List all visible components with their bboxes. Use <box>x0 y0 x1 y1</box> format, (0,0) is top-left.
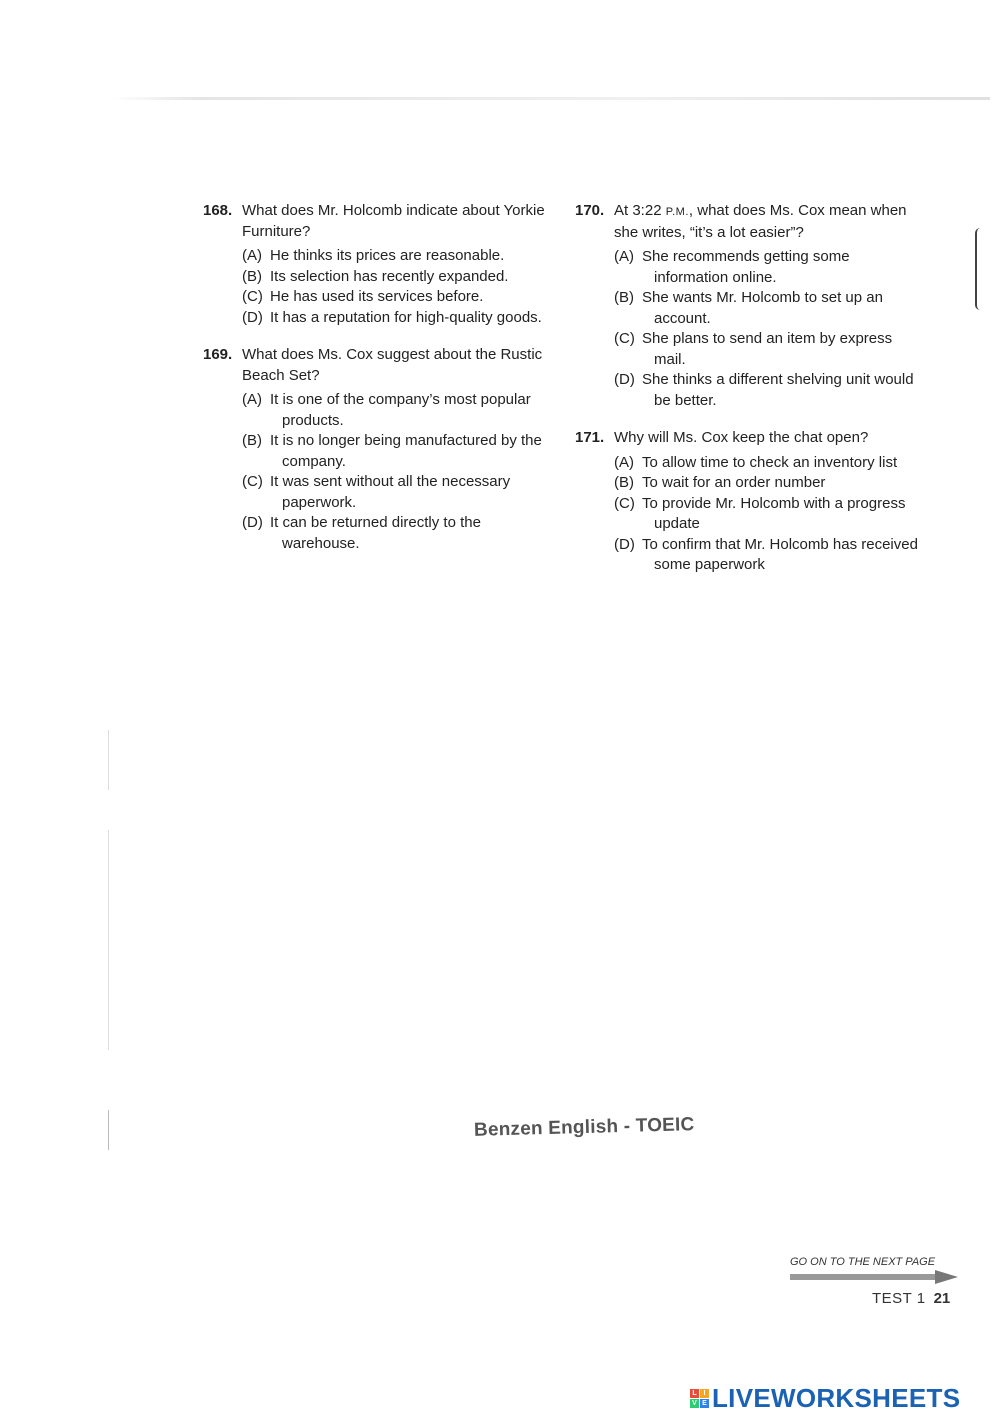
scan-artifact-line <box>110 97 990 100</box>
option-b[interactable] <box>242 267 553 288</box>
question-number: 170. <box>575 202 605 219</box>
option-text: It was sent without all the necessary paperwork. <box>270 473 511 511</box>
scan-artifact-vertical <box>108 1110 109 1150</box>
logo-letter: E <box>700 1399 709 1408</box>
question-stem <box>614 201 925 243</box>
option-b[interactable] <box>614 473 925 494</box>
option-text: He has used its services before. <box>270 288 484 305</box>
question-stem: Why will Ms. Cox keep the chat open? <box>614 429 869 446</box>
question-stem: What does Ms. Cox suggest about the Rustic Beach Set? <box>242 346 543 384</box>
option-letter: (D) <box>242 308 263 326</box>
next-page-label: GO ON TO THE NEXT PAGE <box>790 1256 936 1268</box>
question-number: 168. <box>203 202 233 219</box>
question-168 <box>203 201 553 328</box>
page-number: 21 <box>933 1290 951 1307</box>
option-letter: (C) <box>242 473 263 490</box>
option-text: She thinks a different shelving unit would be better. <box>642 371 914 409</box>
option-text: It has a reputation for high-quality goods. <box>270 308 542 326</box>
option-letter: (C) <box>614 494 635 512</box>
question-number: 169. <box>203 346 233 363</box>
option-text: To confirm that Mr. Holcomb has received some paperwork <box>642 535 918 573</box>
option-text: It can be returned directly to the warehouse. <box>270 514 481 552</box>
option-a[interactable] <box>614 247 925 288</box>
option-letter: (A) <box>614 248 634 265</box>
option-text: She plans to send an item by express mail. <box>642 330 893 368</box>
option-text: He thinks its prices are reasonable. <box>270 247 505 264</box>
left-column <box>203 201 553 571</box>
logo-letter: V <box>690 1399 699 1408</box>
stem-part: , what does Ms. Cox mean when she writes, “it’s a lot easier”? <box>614 202 907 241</box>
option-letter: (D) <box>614 371 635 388</box>
scan-artifact-vertical <box>108 730 109 790</box>
liveworksheets-brand[interactable] <box>690 1383 960 1414</box>
answer-options <box>614 247 925 411</box>
arrow-right-icon <box>790 1270 960 1284</box>
option-text: She wants Mr. Holcomb to set up an account. <box>642 289 883 327</box>
option-letter: (B) <box>614 289 634 306</box>
option-text: It is one of the company’s most popular products. <box>270 391 531 429</box>
question-169 <box>203 345 553 554</box>
option-letter: (B) <box>614 474 634 491</box>
option-text: It is no longer being manufactured by the company. <box>270 432 542 470</box>
option-b[interactable] <box>614 288 925 329</box>
question-170 <box>575 201 925 411</box>
option-c[interactable] <box>242 472 553 513</box>
option-text: To allow time to check an inventory list <box>642 453 898 471</box>
scan-artifact-vertical <box>108 830 109 1050</box>
brand-name: LIVEWORKSHEETS <box>712 1383 961 1413</box>
test-label: TEST 1 <box>872 1290 926 1307</box>
question-number: 171. <box>575 429 605 446</box>
question-171 <box>575 428 925 576</box>
option-text: To wait for an order number <box>642 474 826 491</box>
option-letter: (A) <box>242 247 262 264</box>
watermark-stamp: Benzen English - TOEIC <box>473 1114 695 1141</box>
time-suffix: P.M. <box>665 206 689 218</box>
option-text: She recommends getting some information online. <box>642 248 850 286</box>
option-letter: (D) <box>614 535 635 553</box>
option-a[interactable] <box>614 453 925 474</box>
option-letter: (B) <box>242 267 262 285</box>
option-b[interactable] <box>242 431 553 472</box>
answer-options <box>614 453 925 576</box>
option-a[interactable] <box>242 246 553 267</box>
option-letter: (C) <box>242 288 263 305</box>
page-footer <box>872 1290 950 1307</box>
option-c[interactable] <box>614 494 925 535</box>
answer-options <box>242 246 553 328</box>
liveworksheets-logo-icon <box>690 1389 709 1408</box>
option-letter: (D) <box>242 514 263 531</box>
logo-letter: I <box>700 1389 709 1398</box>
answer-options <box>242 390 553 554</box>
option-letter: (A) <box>614 453 634 471</box>
option-a[interactable] <box>242 390 553 431</box>
option-letter: (B) <box>242 432 262 449</box>
option-c[interactable] <box>614 329 925 370</box>
question-stem: What does Mr. Holcomb indicate about Yorkie Furniture? <box>242 202 545 240</box>
option-c[interactable] <box>242 287 553 308</box>
page-edge-mark <box>975 228 980 310</box>
option-d[interactable] <box>614 535 925 576</box>
option-d[interactable] <box>614 370 925 411</box>
option-text: Its selection has recently expanded. <box>270 267 509 285</box>
option-letter: (C) <box>614 330 635 347</box>
option-d[interactable] <box>242 513 553 554</box>
next-page-indicator <box>790 1256 960 1286</box>
logo-letter: L <box>690 1389 699 1398</box>
right-column <box>575 201 925 593</box>
option-text: To provide Mr. Holcomb with a progress update <box>642 494 906 532</box>
option-d[interactable] <box>242 308 553 329</box>
stem-part: At 3:22 <box>614 202 666 219</box>
option-letter: (A) <box>242 391 262 408</box>
